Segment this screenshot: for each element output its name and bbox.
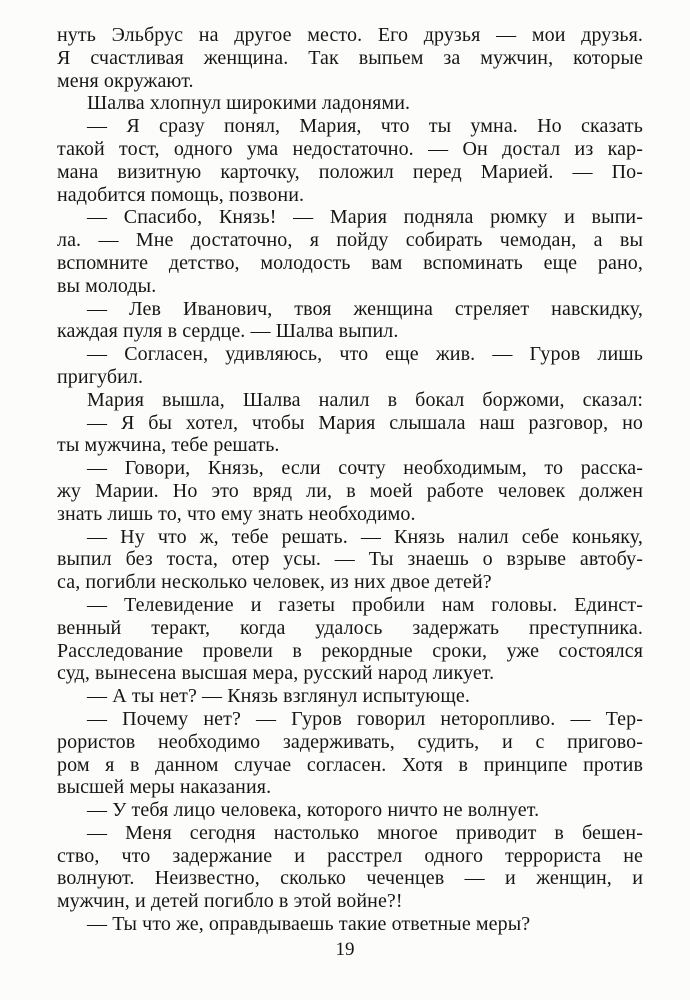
text-line: каждая пуля в сердце. — Шалва выпил. [57, 320, 399, 343]
text-line: нуть Эльбрус на другое место. Его друзья — мои друзья. [57, 24, 643, 46]
text-line: Расследование провели в рекордные сроки, уже состоялся [57, 639, 643, 662]
text-line: ство, что задержание и расстрел одного террориста не [57, 844, 643, 867]
text-line: знать лишь то, что ему знать необходимо. [57, 502, 416, 525]
text-line: надобится помощь, позвони. [57, 183, 305, 206]
page-number: 19 [335, 939, 355, 960]
text-line: вы молоды. [57, 274, 157, 297]
text-line: меня окружают. [57, 69, 194, 92]
text-line: ты мужчина, тебе решать. [57, 434, 280, 457]
text-line: пригубил. [57, 365, 144, 388]
text-line: — Ну что ж, тебе решать. — Князь налил себе коньяку, [87, 525, 643, 548]
text-line: — Почему нет? — Гуров говорил неторопливо. — Тер- [87, 707, 643, 730]
text-line: мужчин, и детей погибло в этой войне?! [57, 890, 403, 913]
text-line: высшей меры наказания. [57, 776, 272, 799]
text-line: волнуют. Неизвестно, сколько чеченцев — и женщин, и [57, 867, 643, 890]
text-block [57, 24, 643, 936]
text-line: — Спасибо, Князь! — Мария подняла рюмку и выпи- [87, 206, 643, 229]
text-line: такой тост, одного ума недостаточно. — Он достал из кар- [57, 137, 643, 160]
text-line: мана визитную карточку, положил перед Марией. — По- [57, 160, 643, 183]
text-line: жу Марии. Но это вряд ли, в моей работе человек должен [57, 479, 643, 502]
text-line: венный теракт, когда удалось задержать преступника. [57, 616, 643, 639]
text-line: — А ты нет? — Князь взглянул испытующе. [87, 685, 470, 708]
text-line: Шалва хлопнул широкими ладонями. [87, 92, 411, 115]
text-line: ла. — Мне достаточно, я пойду собирать чемодан, а вы [57, 229, 643, 252]
text-line: — Меня сегодня настолько многое приводит в бешен- [87, 821, 643, 844]
text-line: вспомните детство, молодость вам вспоминать еще рано, [57, 251, 643, 274]
text-line: суд, вынесена высшая мера, русский народ ликует. [57, 662, 495, 685]
text-line: са, погибли несколько человек, из них двое детей? [57, 571, 492, 594]
text-line: — Говори, Князь, если сочту необходимым, то расска- [87, 457, 643, 480]
text-line: Мария вышла, Шалва налил в бокал боржоми, сказал: [87, 388, 643, 411]
text-line: выпил без тоста, отер усы. — Ты знаешь о взрыве автобу- [57, 548, 643, 571]
text-line: ром я в данном случае согласен. Хотя в принципе против [57, 753, 643, 776]
text-line: — Телевидение и газеты пробили нам головы. Единст- [87, 593, 643, 616]
text-line: — Я сразу понял, Мария, что ты умна. Но сказать [87, 115, 643, 138]
text-line: Я счастливая женщина. Так выпьем за мужчин, которые [57, 46, 643, 69]
text-line: — Я бы хотел, чтобы Мария слышала наш разговор, но [87, 411, 643, 434]
text-line: — У тебя лицо человека, которого ничто не волнует. [87, 799, 540, 822]
text-line: — Согласен, удивляюсь, что еще жив. — Гуров лишь [87, 343, 643, 366]
text-line: — Лев Иванович, твоя женщина стреляет навскидку, [87, 297, 643, 320]
text-line: рористов необходимо задерживать, судить, и с пригово- [57, 730, 643, 753]
text-line: — Ты что же, оправдываешь такие ответные меры? [87, 913, 531, 936]
